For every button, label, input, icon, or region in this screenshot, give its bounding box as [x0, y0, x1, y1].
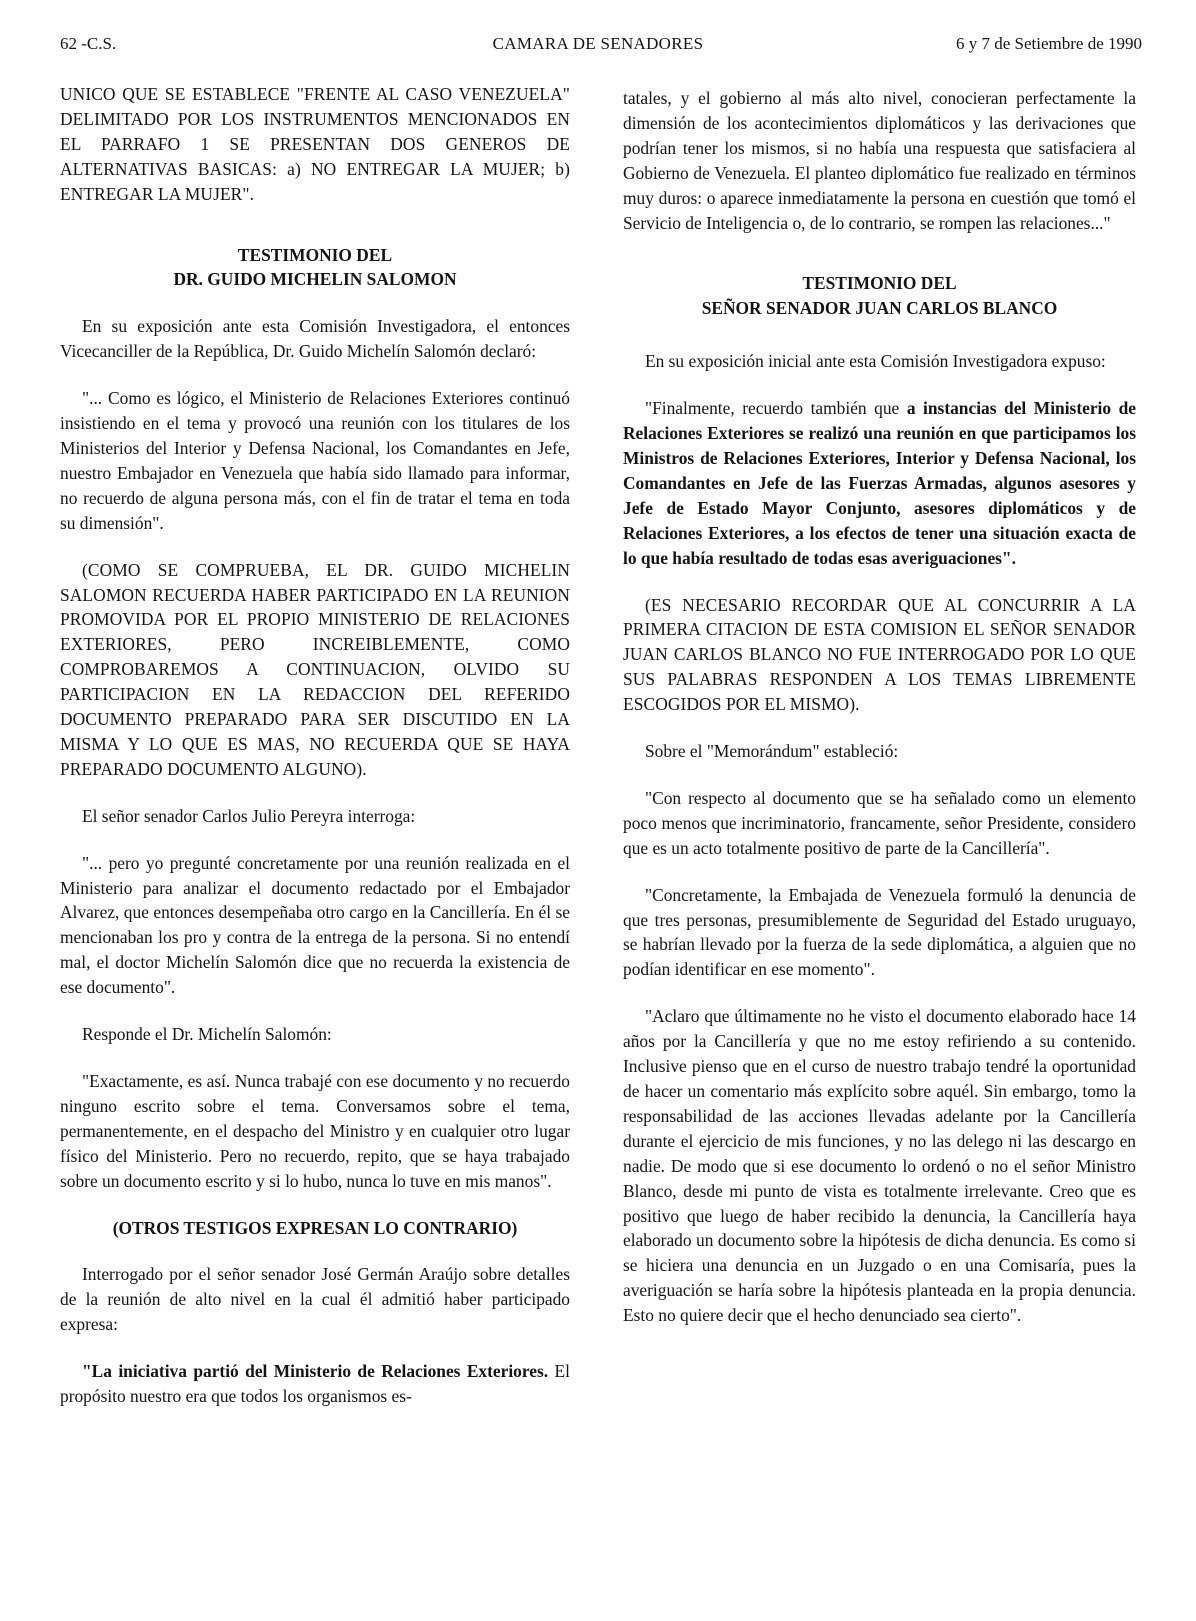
- right-column: [623, 86, 1136, 1328]
- paragraph-quote: "Concretamente, la Embajada de Venezuela formuló la denuncia de que tres personas, presumiblemente de Seguridad del Estado uruguayo, se habrían llevado por la fuerza de la sede diplomática, a alguien que no podían identificar en ese momento".: [623, 884, 1136, 980]
- paragraph-closing-quote: UNICO QUE SE ESTABLECE "FRENTE AL CASO VENEZUELA" DELIMITADO POR LOS INSTRUMENTOS MENCIONADOS EN EL PARRAFO 1 SE PRESENTAN DOS GENEROS DE ALTERNATIVAS BASICAS: a) NO ENTREGAR LA MUJER; b) ENTREGAR LA MUJER".: [60, 84, 570, 204]
- bold-quote-text: "La iniciativa partió del Ministerio de Relaciones Exteriores.: [82, 1361, 549, 1382]
- quote-text: El propósito nuestro era que todos los organismos es-: [60, 1361, 570, 1407]
- paragraph-text: Interrogado por el señor senador José Germán Araújo sobre detalles de la reunión de alto nivel en la cual él admitió haber participado expresa:: [60, 1264, 570, 1335]
- session-date: 6 y 7 de Setiembre de 1990: [955, 34, 1142, 53]
- paragraph-quote: "Exactamente, es así. Nunca trabajé con ese documento y no recuerdo ninguno escrito sobre el tema. Conversamos sobre el tema, permanentemente, en el despacho del Ministro y en cualquier otro lugar físico del Ministerio. Pero no recuerdo, repito, que se haya trabajado sobre un documento escrito y si lo hubo, nunca lo tuve en mis manos".: [60, 1071, 570, 1191]
- paragraph-text: En su exposición inicial ante esta Comisión Investigadora expuso:: [645, 351, 1106, 372]
- paragraph-quote: "... Como es lógico, el Ministerio de Relaciones Exteriores continuó insistiendo en el tema y provocó una reunión con los titulares de los Ministerios del Interior y Defensa Nacional, los Comandantes en Jefe, nuestro Embajador en Venezuela que había sido llamado para informar, no recuerdo de alguna persona más, con el fin de tratar el tema en toda su dimensión".: [60, 388, 570, 533]
- section-heading-line: TESTIMONIO DEL: [237, 244, 393, 265]
- paragraph-text: En su exposición ante esta Comisión Investigadora, el entonces Vicecanciller de la República, Dr. Guido Michelín Salomón declaró:: [60, 316, 570, 362]
- page-reference: 62 -C.S.: [60, 34, 117, 53]
- paragraph-text: Responde el Dr. Michelín Salomón:: [82, 1024, 332, 1045]
- paragraph-quote: "Con respecto al documento que se ha señalado como un elemento poco menos que incriminatorio, francamente, señor Presidente, considero que es un acto totalmente positivo de parte de la Cancillería".: [623, 787, 1136, 858]
- paragraph-text: Sobre el "Memorándum" estableció:: [645, 741, 899, 762]
- section-heading-line: SEÑOR SENADOR JUAN CARLOS BLANCO: [701, 298, 1058, 319]
- section-heading-michelin: [60, 243, 570, 293]
- publication-title: CAMARA DE SENADORES: [492, 34, 704, 53]
- section-heading-line: TESTIMONIO DEL: [802, 273, 957, 294]
- paragraph-text: El señor senador Carlos Julio Pereyra interroga:: [82, 805, 416, 826]
- section-heading-line: DR. GUIDO MICHELIN SALOMON: [173, 269, 457, 290]
- paragraph-quote: [623, 396, 1136, 570]
- quote-text: "Finalmente, recuerdo también que: [645, 398, 907, 419]
- paragraph-quote: "... pero yo pregunté concretamente por una reunión realizada en el Ministerio para analizar el documento redactado por el Embajador Alvarez, que entonces desempeñaba otro cargo en la Cancillería. En él se mencionaban los pro y contra de la entrega de la persona. Si no entendí mal, el doctor Michelín Salomón dice que no recuerda la existencia de ese documento".: [60, 852, 570, 998]
- bold-quote-text: a instancias del Ministerio de Relaciones Exteriores se realizó una reunión en que participamos los Ministros de Relaciones Exteriores, Interior y Defensa Nacional, los Comandantes en Jefe de las Fuerzas Armadas, algunos asesores y Jefe de Estado Mayor Conjunto, asesores diplomáticos y de Relaciones Exteriores, a los efectos de tener una situación exacta de lo que había resultado de todas esas averiguaciones".: [623, 398, 1137, 568]
- section-heading-blanco: [623, 271, 1136, 321]
- paragraph-quote-continuation: tatales, y el gobierno al más alto nivel, conocieran perfectamente la dimensión de los acontecimientos diplomáticos y las derivaciones que podrían tener los mismos, si no había una respuesta que satisfaciera al Gobierno de Venezuela. El planteo diplomático fue realizado en términos muy duros: o aparece inmediatamente la persona en cuestión que tomó el Servicio de Inteligencia o, de lo contrario, se rompen las relaciones...": [623, 88, 1136, 233]
- left-column: [60, 82, 570, 1409]
- paragraph-quote-continued: [60, 1359, 570, 1409]
- paragraph-caps-commentary: (COMO SE COMPRUEBA, EL DR. GUIDO MICHELIN SALOMON RECUERDA HABER PARTICIPADO EN LA REUNION PROMOVIDA POR EL PROPIO MINISTERIO DE RELACIONES EXTERIORES, PERO INCREIBLEMENTE, COMO COMPROBAREMOS A CONTINUACION, OLVIDO SU PARTICIPACION EN LA REDACCION DEL REFERIDO DOCUMENTO PREPARADO PARA SER DISCUTIDO EN LA MISMA Y LO QUE ES MAS, NO RECUERDA QUE SE HAYA PREPARADO DOCUMENTO ALGUNO).: [60, 559, 570, 779]
- paragraph-quote: "Aclaro que últimamente no he visto el documento elaborado hace 14 años por la Cancillería y que no me estoy refiriendo a su contenido. Inclusive pienso que en el curso de nuestro trabajo tendré la oportunidad de hacer un comentario más explícito sobre aquél. Sin embargo, tomo la responsabilidad de las acciones llevadas adelante por la Cancillería durante el ejercicio de mis funciones, y no las delego ni las descargo en nadie. De modo que si ese documento lo ordenó o no el señor Ministro Blanco, desde mi punto de vista es totalmente irrelevante. Creo que es positivo que luego de haber recibido la denuncia, la Cancillería haya elaborado un documento sobre la hipótesis de dicha denuncia. Es como si se hiciera una denuncia en un Juzgado o en una Comisaría, pues la averiguación se haría sobre la hipótesis planteada en la propia denuncia. Esto no quiere decir que el hecho denunciado sea cierto".: [623, 1006, 1136, 1326]
- section-heading-otros-testigos: (OTROS TESTIGOS EXPRESAN LO CONTRARIO): [112, 1217, 518, 1238]
- paragraph-caps-commentary: (ES NECESARIO RECORDAR QUE AL CONCURRIR A LA PRIMERA CITACION DE ESTA COMISION EL SEÑOR SENADOR JUAN CARLOS BLANCO NO FUE INTERROGADO POR LO QUE SUS PALABRAS RESPONDEN A LOS TEMAS LIBREMENTE ESCOGIDOS POR EL MISMO).: [623, 594, 1136, 715]
